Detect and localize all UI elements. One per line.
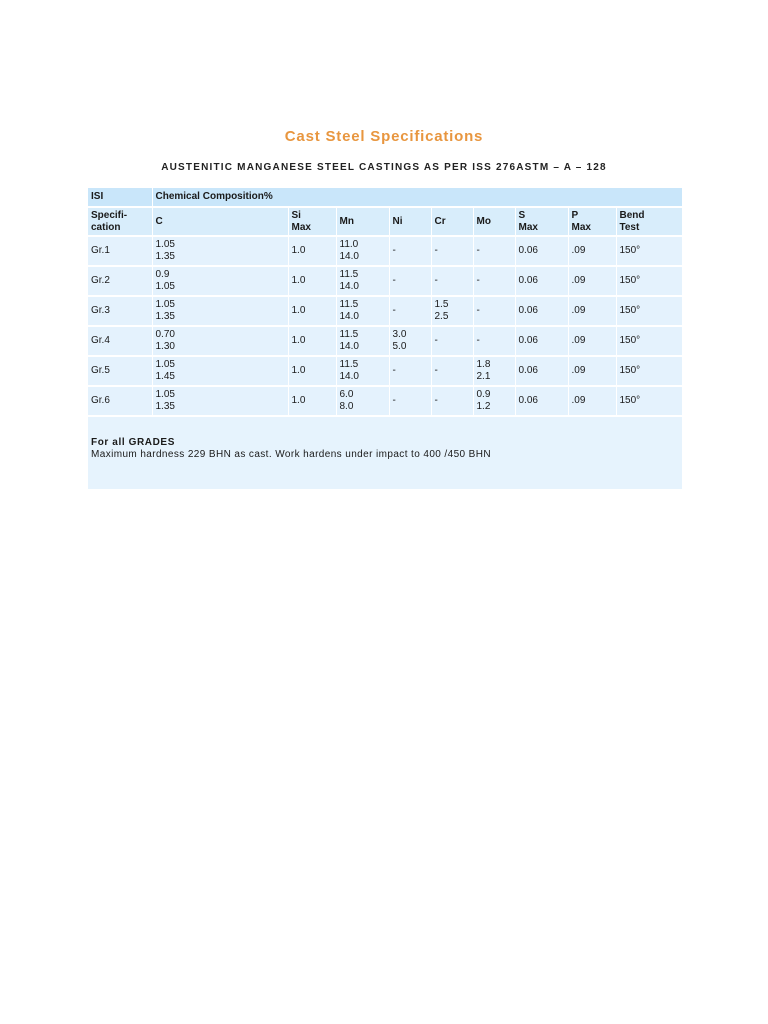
table-row [88, 266, 682, 296]
cell-grade: Gr.6 [88, 386, 152, 416]
table-row [88, 386, 682, 416]
cell-mo: 1.8 2.1 [473, 356, 515, 386]
cell-c: 1.05 1.45 [152, 356, 288, 386]
header-bend-test: Bend Test [616, 207, 682, 236]
header-ni: Ni [389, 207, 431, 236]
cell-mn: 11.5 14.0 [336, 356, 389, 386]
header-mo: Mo [473, 207, 515, 236]
header-si-max: Si Max [288, 207, 336, 236]
cell-bend: 150° [616, 386, 682, 416]
cell-si: 1.0 [288, 236, 336, 266]
cell-si: 1.0 [288, 326, 336, 356]
cell-ni: - [389, 296, 431, 326]
cell-s: 0.06 [515, 386, 568, 416]
page-title: Cast Steel Specifications [284, 128, 484, 145]
cell-si: 1.0 [288, 266, 336, 296]
cell-cr: 1.5 2.5 [431, 296, 473, 326]
cell-mn: 11.5 14.0 [336, 326, 389, 356]
header-row-isi [88, 188, 682, 207]
header-c: C [152, 207, 288, 236]
specification-table [88, 188, 682, 417]
header-p-max: P Max [568, 207, 616, 236]
cell-c: 1.05 1.35 [152, 386, 288, 416]
grades-note [91, 437, 677, 460]
cell-ni: - [389, 236, 431, 266]
table-row [88, 296, 682, 326]
cell-ni: 3.0 5.0 [389, 326, 431, 356]
cell-s: 0.06 [515, 356, 568, 386]
cell-p: .09 [568, 356, 616, 386]
cell-s: 0.06 [515, 236, 568, 266]
header-chemical-composition: Chemical Composition% [152, 188, 682, 207]
header-specification: Specifi- cation [88, 207, 152, 236]
cell-cr: - [431, 266, 473, 296]
cell-cr: - [431, 356, 473, 386]
cell-mo: - [473, 296, 515, 326]
note-text: Maximum hardness 229 BHN as cast. Work hardens under impact to 400 /450 BHN [91, 449, 491, 460]
cell-p: .09 [568, 326, 616, 356]
cell-ni: - [389, 266, 431, 296]
cell-bend: 150° [616, 266, 682, 296]
table-row [88, 236, 682, 266]
cell-mo: - [473, 326, 515, 356]
cell-c: 0.9 1.05 [152, 266, 288, 296]
table-row [88, 356, 682, 386]
cell-mo: - [473, 236, 515, 266]
cell-p: .09 [568, 236, 616, 266]
cell-grade: Gr.5 [88, 356, 152, 386]
cell-cr: - [431, 386, 473, 416]
cell-c: 1.05 1.35 [152, 236, 288, 266]
page-subtitle: AUSTENITIC MANGANESE STEEL CASTINGS AS PER ISS 276ASTM – A – 128 [161, 162, 607, 173]
cell-bend: 150° [616, 296, 682, 326]
cell-p: .09 [568, 266, 616, 296]
cell-mn: 11.0 14.0 [336, 236, 389, 266]
cell-s: 0.06 [515, 326, 568, 356]
header-isi: ISI [88, 188, 152, 207]
cell-p: .09 [568, 386, 616, 416]
cell-ni: - [389, 356, 431, 386]
cell-c: 1.05 1.35 [152, 296, 288, 326]
cell-grade: Gr.3 [88, 296, 152, 326]
cell-s: 0.06 [515, 266, 568, 296]
cell-mo: - [473, 266, 515, 296]
cell-cr: - [431, 326, 473, 356]
cell-c: 0.70 1.30 [152, 326, 288, 356]
cell-grade: Gr.1 [88, 236, 152, 266]
cell-si: 1.0 [288, 386, 336, 416]
header-s-max: S Max [515, 207, 568, 236]
cell-si: 1.0 [288, 356, 336, 386]
cell-mn: 11.5 14.0 [336, 296, 389, 326]
cell-bend: 150° [616, 236, 682, 266]
table-row [88, 326, 682, 356]
note-heading: For all GRADES [91, 437, 175, 448]
cell-grade: Gr.2 [88, 266, 152, 296]
cell-bend: 150° [616, 356, 682, 386]
cell-s: 0.06 [515, 296, 568, 326]
cell-bend: 150° [616, 326, 682, 356]
cell-grade: Gr.4 [88, 326, 152, 356]
cell-mo: 0.9 1.2 [473, 386, 515, 416]
header-row-columns [88, 207, 682, 236]
header-cr: Cr [431, 207, 473, 236]
cell-ni: - [389, 386, 431, 416]
cell-cr: - [431, 236, 473, 266]
cell-mn: 11.5 14.0 [336, 266, 389, 296]
cell-p: .09 [568, 296, 616, 326]
cell-mn: 6.0 8.0 [336, 386, 389, 416]
cell-si: 1.0 [288, 296, 336, 326]
header-mn: Mn [336, 207, 389, 236]
